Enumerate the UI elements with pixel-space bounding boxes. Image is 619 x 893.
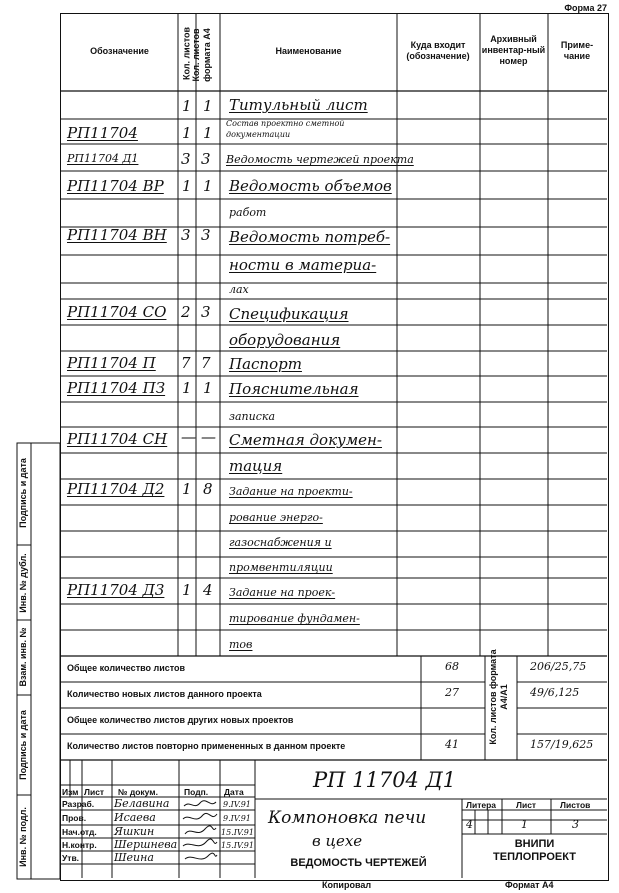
row-name: Задание на проекти- [229,485,353,498]
row-a4: 3 [201,150,211,168]
row-name: Состав проектно сметной документации [226,119,345,139]
row-name: Пояснительная [229,380,359,398]
total-label: Количество листов повторно примененных в данном проекте [67,741,346,751]
row-name-line2: оборудования [229,331,341,349]
stamp-litera-label: Литера [466,800,496,810]
total-label: Общее количество листов других новых проектов [67,715,294,725]
row-designation: РП11704 Д3 [67,581,165,599]
stamp-role: Разраб. [62,799,95,809]
row-a4: 1 [203,97,213,115]
row-a4: 8 [203,480,213,498]
row-a4: 7 [201,354,211,372]
row-name: Ведомость потреб- [229,228,391,246]
row-sheets: 1 [182,97,192,115]
row-name-line3: лах [229,283,249,296]
format-label: Формат А4 [505,880,554,890]
row-a4: 1 [203,124,213,142]
row-name-line2: тация [229,457,283,475]
total-label: Количество новых листов данного проекта [67,689,262,699]
col-archive: Архивный инвентар-ный номер [481,34,546,66]
row-sheets: 2 [181,303,191,321]
row-name: Паспорт [229,355,302,373]
stamp-date: 9.IV.91 [223,814,251,823]
row-sheets: 1 [182,379,192,397]
row-designation: РП11704 [67,124,138,142]
stamp-header-date: Дата [224,787,244,797]
row-designation: РП11704 ВР [67,177,164,195]
row-designation: РП11704 Д1 [67,152,139,165]
stamp-name: Шеина [114,851,154,864]
totals-col-label: Кол. листов формата А4/А1 [488,649,509,745]
stamp-role: Утв. [62,853,80,863]
row-a4: 3 [201,303,211,321]
row-name: Задание на проек- [229,586,336,599]
stamp-name: Яшкин [114,825,155,838]
total-count: 27 [445,686,459,699]
row-name-line2: записка [229,410,276,423]
stamp-org-line1: ВНИПИ [514,838,555,850]
row-name-line4: промвентиляции [229,561,333,574]
total-count: 41 [445,738,459,751]
stamp-sheets-label: Листов [560,800,591,810]
row-sheets: — [181,428,196,446]
row-a4: 3 [201,226,211,244]
stamp-header-sign: Подп. [184,787,209,797]
stamp-title-line1: Компоновка печи [268,808,427,828]
stamp-sheet: 1 [521,818,528,831]
total-a4a1: 206/25,75 [530,660,587,673]
row-designation: РП11704 ПЗ [67,379,166,397]
form-label: Форма 27 [564,3,607,13]
stamp-sheet-label: Лист [516,800,537,810]
col-sheets-a4-label: Кол. листов формата А4 [191,28,212,82]
row-name-line3: газоснабжения и [229,536,332,549]
row-sheets: 1 [182,581,192,599]
col-note: Приме-чание [560,40,594,61]
total-count: 68 [445,660,459,673]
col-sheets: Кол. листов [181,26,192,81]
signature-marks [180,798,220,878]
row-name-line2: рование энерго- [229,511,323,524]
row-name-line2: тирование фундамен- [229,612,360,625]
row-sheets: 1 [182,177,192,195]
side-label-inv-dub: Инв. № дубл. [18,553,28,613]
row-designation: РП11704 ВН [67,226,167,244]
stamp-doc-name: ВЕДОМОСТЬ ЧЕРТЕЖЕЙ [290,857,427,869]
row-designation: РП11704 Д2 [67,480,165,498]
stamp-date: 15.IV.91 [221,841,254,850]
row-name-line2: работ [229,206,267,219]
row-name: Титульный лист [229,96,368,114]
row-designation: РП11704 П [67,354,156,372]
row-name: Ведомость объемов [229,177,392,195]
row-a4: 4 [203,581,213,599]
row-sheets: 1 [182,124,192,142]
row-sheets: 3 [181,226,191,244]
total-label: Общее количество листов [67,663,186,673]
stamp-name: Исаева [114,811,156,824]
col-designation: Обозначение [90,46,149,56]
row-designation: РП11704 СН [67,430,168,448]
row-name-line2: ности в материа- [229,256,377,274]
row-a4: 1 [203,177,213,195]
stamp-header-list: Лист [84,787,105,797]
side-label-sign-date-bottom: Подпись и дата [18,710,28,780]
stamp-header-izm: Изм [62,787,79,797]
total-a4a1: 157/19,625 [530,738,594,751]
col-name: Наименование [275,46,342,56]
stamp-role: Пров. [62,813,87,823]
stamp-date: 15.IV.91 [221,828,254,837]
side-label-vzam: Взам. инв. № [18,627,28,687]
copied-label: Копировал [322,880,372,890]
stamp-title-line2: в цехе [312,832,363,850]
col-where: Куда входит (обозначение) [406,40,470,61]
stamp-role: Нач.отд. [62,827,97,837]
stamp-name: Шершнева [114,838,178,851]
row-name-line3: тов [229,638,253,651]
side-label-inv-orig: Инв. № подл. [18,807,28,867]
stamp-org-line2: ТЕПЛОПРОЕКТ [493,851,576,863]
row-name: Ведомость чертежей проекта [226,153,414,166]
row-sheets: 3 [181,150,191,168]
stamp-litera: 4 [466,818,473,831]
total-a4a1: 49/6,125 [530,686,580,699]
stamp-date: 9.IV.91 [223,800,251,809]
stamp-header-doc: № докум. [118,787,158,797]
side-label-sign-date-top: Подпись и дата [18,458,28,528]
row-a4: — [201,428,216,446]
row-sheets: 1 [182,480,192,498]
stamp-code: РП 11704 Д1 [313,768,457,792]
row-sheets: 7 [181,354,191,372]
stamp-sheets: 3 [572,818,579,831]
row-name: Сметная докумен- [229,431,382,449]
row-a4: 1 [203,379,213,397]
row-name: Спецификация [229,305,349,323]
stamp-name: Белавина [114,797,170,810]
row-designation: РП11704 СО [67,303,167,321]
stamp-role: Н.контр. [62,840,97,850]
